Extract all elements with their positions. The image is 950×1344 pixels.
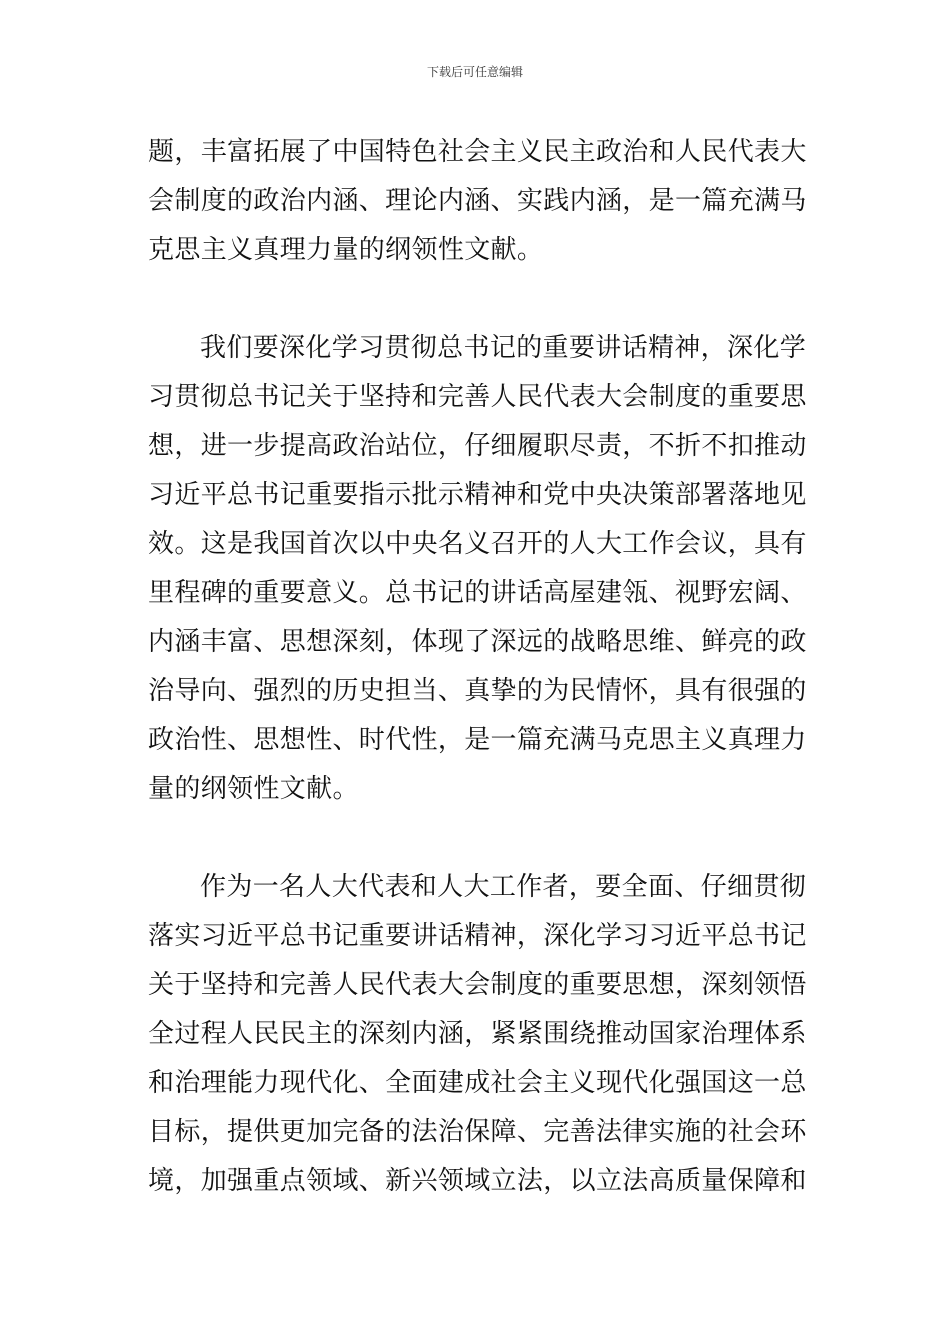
paragraph-line: 目标，提供更加完备的法治保障、完善法律实施的社会环 [148,1117,807,1147]
paragraph-2 [148,324,808,814]
paragraph-line: 政治性、思想性、时代性，是一篇充满马克思主义真理力 [148,725,807,755]
paragraph-line: 我们要深化学习贯彻总书记的重要讲话精神，深化学 [200,333,807,363]
document-body [148,128,808,1206]
paragraph-line: 关于坚持和完善人民代表大会制度的重要思想，深刻领悟 [148,970,807,1000]
paragraph-line: 治导向、强烈的历史担当、真挚的为民情怀，具有很强的 [148,676,807,706]
page-header: 下载后可任意编辑 [426,65,523,79]
paragraph-spacer [148,814,808,863]
paragraph-line: 量的纲领性文献。 [148,774,359,804]
paragraph-line: 克思主义真理力量的纲领性文献。 [148,235,544,265]
paragraph-line: 落实习近平总书记重要讲话精神，深化学习习近平总书记 [148,921,807,951]
paragraph-3 [148,863,808,1206]
paragraph-line: 习近平总书记重要指示批示精神和党中央决策部署落地见 [148,480,807,510]
paragraph-line: 会制度的政治内涵、理论内涵、实践内涵，是一篇充满马 [148,186,807,216]
paragraph-line: 里程碑的重要意义。总书记的讲话高屋建瓴、视野宏阔、 [148,578,807,608]
paragraph-line: 习贯彻总书记关于坚持和完善人民代表大会制度的重要思 [148,382,807,412]
paragraph-line: 题，丰富拓展了中国特色社会主义民主政治和人民代表大 [148,137,807,167]
paragraph-line: 和治理能力现代化、全面建成社会主义现代化强国这一总 [148,1068,807,1098]
paragraph-spacer [148,275,808,324]
paragraph-line: 全过程人民民主的深刻内涵，紧紧围绕推动国家治理体系 [148,1019,807,1049]
paragraph-1 [148,128,808,275]
paragraph-line: 境，加强重点领域、新兴领域立法，以立法高质量保障和 [148,1166,807,1196]
paragraph-line: 内涵丰富、思想深刻，体现了深远的战略思维、鲜亮的政 [148,627,807,657]
paragraph-line: 效。这是我国首次以中央名义召开的人大工作会议，具有 [148,529,807,559]
paragraph-line: 想，进一步提高政治站位，仔细履职尽责，不折不扣推动 [148,431,807,461]
paragraph-line: 作为一名人大代表和人大工作者，要全面、仔细贯彻 [200,872,807,902]
